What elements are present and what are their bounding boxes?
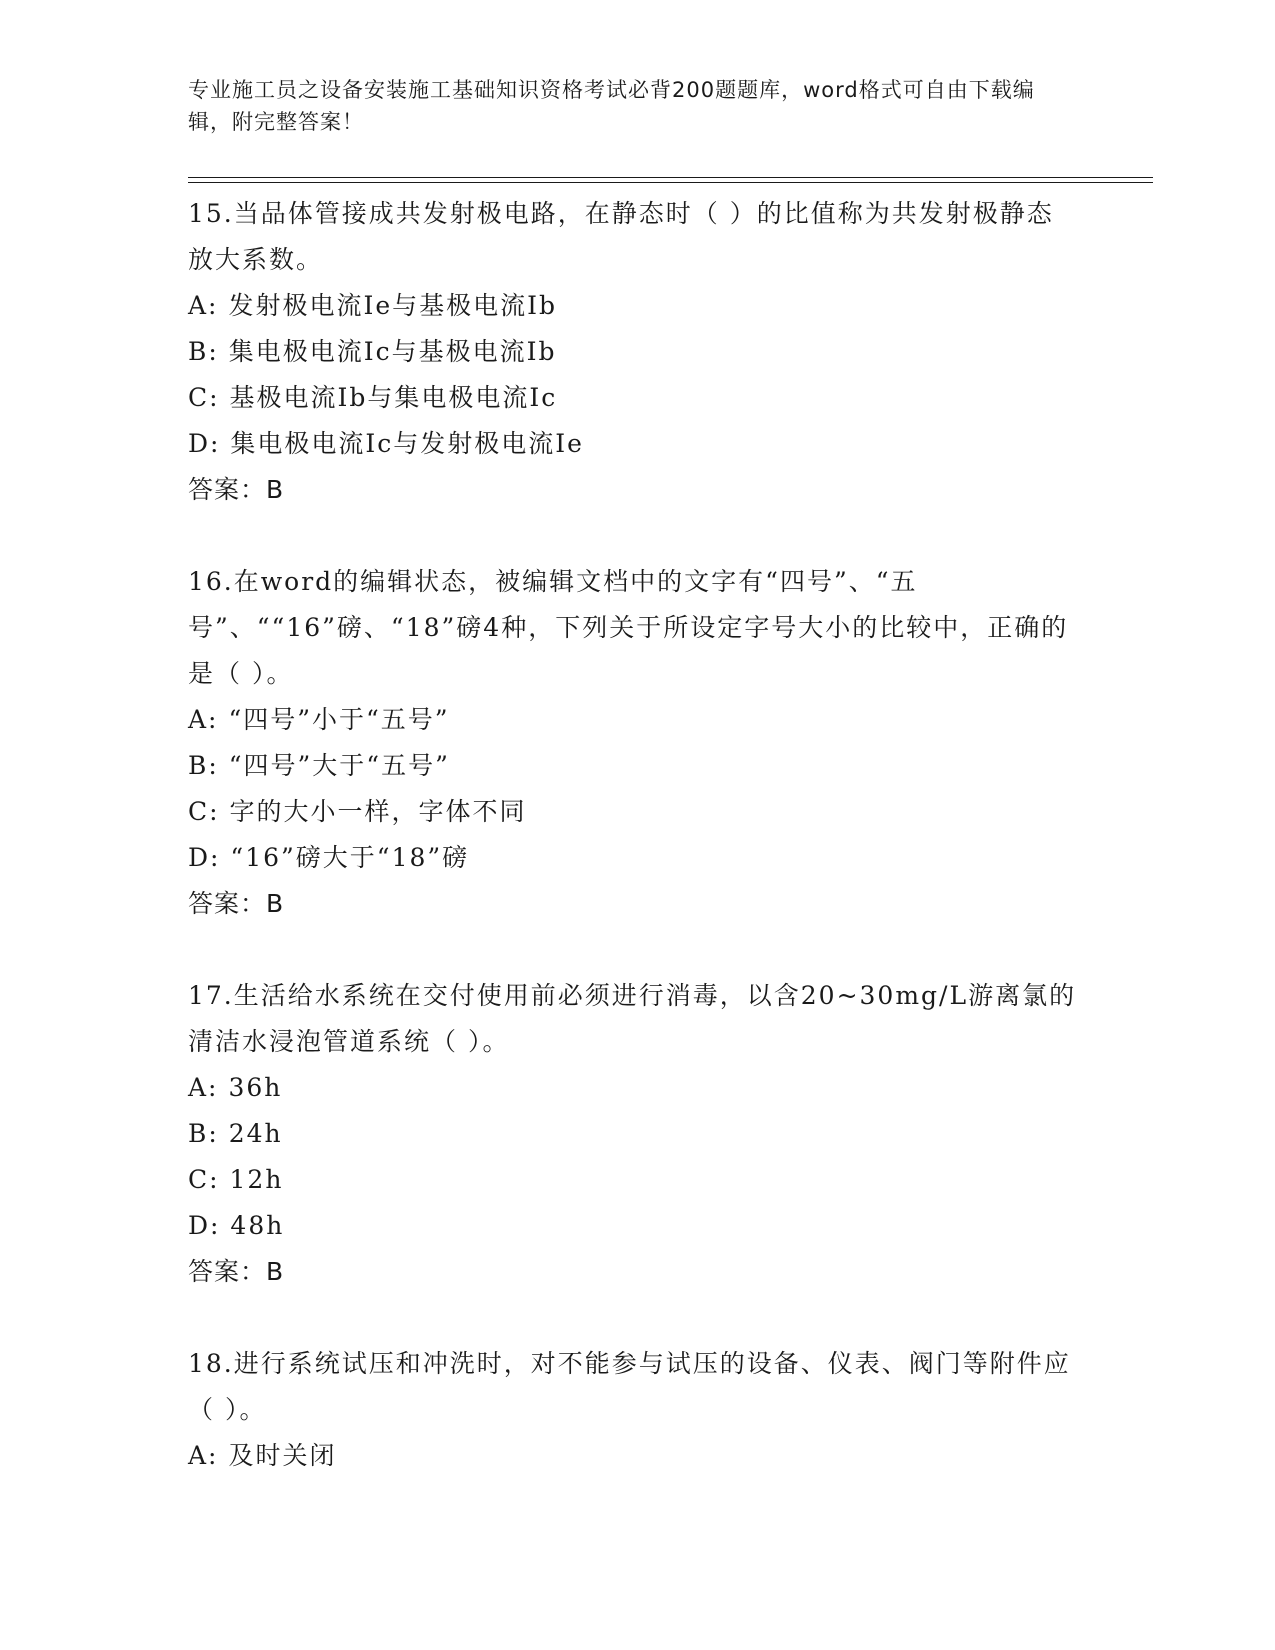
option-text: 24h (228, 1119, 283, 1148)
option-text: 集电极电流Ic与发射极电流Ie (230, 429, 584, 458)
option-letter: A: (188, 705, 219, 734)
option-text: 及时关闭 (228, 1441, 337, 1470)
option-c (188, 789, 1078, 835)
option-a (188, 283, 1078, 329)
option-letter: D: (188, 843, 221, 872)
option-d (188, 1203, 1078, 1249)
header-rule-bottom (188, 182, 1153, 183)
option-letter: A: (188, 1441, 219, 1470)
answer-line: 答案：B (188, 475, 285, 504)
option-letter: B: (188, 751, 219, 780)
option-text: 48h (230, 1211, 285, 1240)
option-letter: C: (188, 1165, 220, 1194)
option-letter: C: (188, 383, 220, 412)
answer-line: 答案：B (188, 889, 285, 918)
question-16 (188, 559, 1078, 927)
option-text: 字的大小一样，字体不同 (229, 797, 527, 826)
option-letter: C: (188, 797, 220, 826)
question-stem: 在word的编辑状态，被编辑文档中的文字有“四号”、“五号”、““16”磅、“18”磅4种，下列关于所设定字号大小的比较中，正确的是（ ）。 (188, 567, 1069, 688)
option-b (188, 743, 1078, 789)
document-header (188, 74, 1068, 138)
option-letter: A: (188, 291, 219, 320)
answer-line: 答案：B (188, 1257, 285, 1286)
question-number: 17. (188, 981, 234, 1010)
option-d (188, 421, 1078, 467)
option-c (188, 1157, 1078, 1203)
question-15 (188, 191, 1078, 513)
question-stem: 生活给水系统在交付使用前必须进行消毒，以含20~30mg/L游离氯的清洁水浸泡管道系统（ ）。 (188, 981, 1077, 1056)
option-b (188, 1111, 1078, 1157)
option-a (188, 1433, 1078, 1479)
question-18 (188, 1341, 1078, 1479)
header-rule-top (188, 177, 1153, 178)
question-list (188, 191, 1078, 1525)
option-text: 集电极电流Ic与基极电流Ib (228, 337, 557, 366)
option-letter: A: (188, 1073, 219, 1102)
option-text: 发射极电流Ie与基极电流Ib (228, 291, 557, 320)
option-text: “四号”小于“五号” (228, 705, 450, 734)
question-stem: 当品体管接成共发射极电路，在静态时（ ）的比值称为共发射极静态放大系数。 (188, 199, 1054, 274)
option-text: 36h (228, 1073, 283, 1102)
option-text: “16”磅大于“18”磅 (230, 843, 470, 872)
option-a (188, 697, 1078, 743)
document-title: 专业施工员之设备安装施工基础知识资格考试必背200题题库，word格式可自由下载编辑，附完整答案！ (188, 78, 1035, 134)
option-letter: D: (188, 1211, 221, 1240)
option-text: 12h (229, 1165, 284, 1194)
option-c (188, 375, 1078, 421)
question-text (188, 1341, 1078, 1433)
option-letter: B: (188, 1119, 219, 1148)
option-text: 基极电流Ib与集电极电流Ic (229, 383, 558, 412)
question-text (188, 559, 1078, 697)
question-number: 15. (188, 199, 234, 228)
question-number: 18. (188, 1349, 234, 1378)
option-a (188, 1065, 1078, 1111)
question-text (188, 973, 1078, 1065)
option-text: “四号”大于“五号” (228, 751, 450, 780)
option-b (188, 329, 1078, 375)
option-d (188, 835, 1078, 881)
option-letter: B: (188, 337, 219, 366)
question-17 (188, 973, 1078, 1295)
question-number: 16. (188, 567, 234, 596)
question-text (188, 191, 1078, 283)
option-letter: D: (188, 429, 221, 458)
question-stem: 进行系统试压和冲洗时，对不能参与试压的设备、仪表、阀门等附件应（ ）。 (188, 1349, 1071, 1424)
